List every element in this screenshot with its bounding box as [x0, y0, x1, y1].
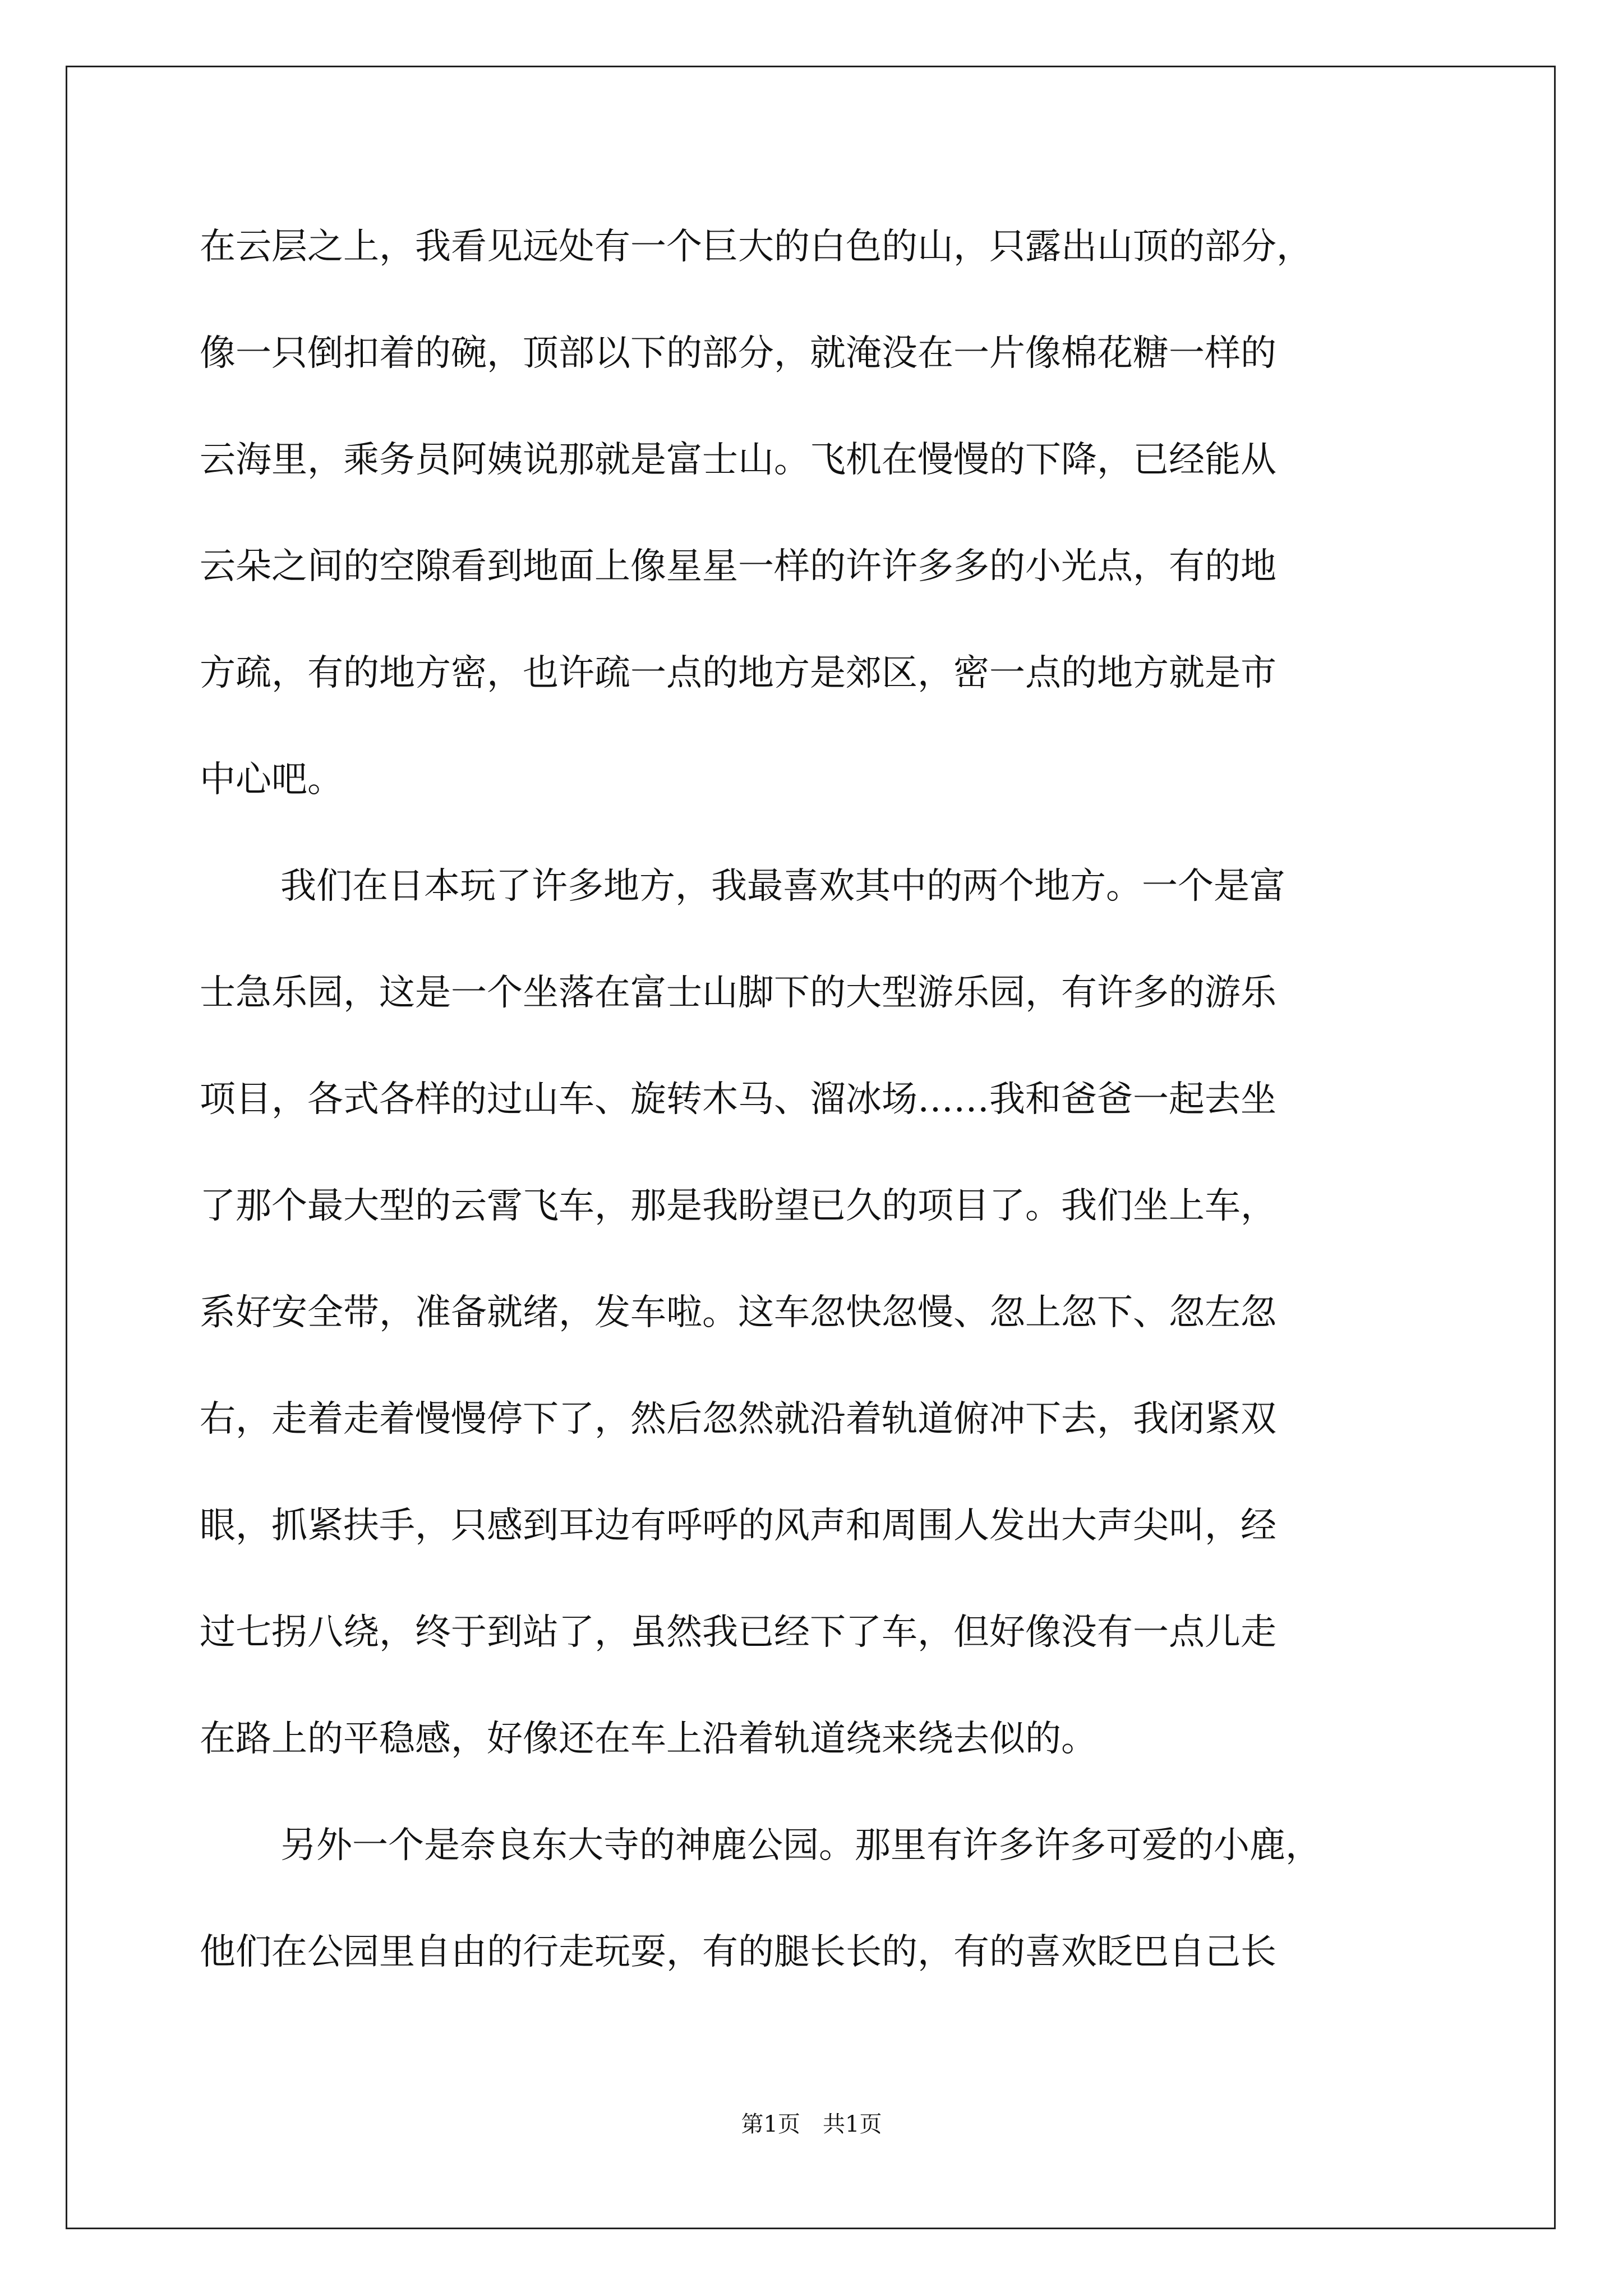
paragraph-line: 中心吧。 — [200, 759, 343, 800]
paragraph-line: 像一只倒扣着的碗，顶部以下的部分，就淹没在一片像棉花糖一样的 — [200, 333, 1276, 374]
paragraph-line: 士急乐园，这是一个坐落在富士山脚下的大型游乐园，有许多的游乐 — [200, 972, 1276, 1014]
paragraph-line: 过七拐八绕，终于到站了，虽然我已经下了车，但好像没有一点儿走 — [200, 1612, 1276, 1653]
page-number: 第1页 — [741, 2111, 800, 2137]
paragraph-line: 方疏，有的地方密，也许疏一点的地方是郊区，密一点的地方就是市 — [200, 652, 1276, 694]
paragraph-line: 了那个最大型的云霄飞车，那是我盼望已久的项目了。我们坐上车， — [200, 1185, 1276, 1227]
paragraph-line: 他们在公园里自由的行走玩耍，有的腿长长的，有的喜欢眨巴自己长 — [200, 1931, 1276, 1973]
paragraph-line: 系好安全带，准备就绪，发车啦。这车忽快忽慢、忽上忽下、忽左忽 — [200, 1292, 1276, 1333]
page-border — [66, 66, 1556, 2229]
paragraph-line: 云朵之间的空隙看到地面上像星星一样的许许多多的小光点，有的地 — [200, 546, 1276, 587]
paragraph-line: 右，走着走着慢慢停下了，然后忽然就沿着轨道俯冲下去，我闭紧双 — [200, 1398, 1276, 1440]
paragraph-line: 另外一个是奈良东大寺的神鹿公园。那里有许多许多可爱的小鹿， — [280, 1825, 1321, 1866]
paragraph-line: 在云层之上，我看见远处有一个巨大的白色的山，只露出山顶的部分， — [200, 226, 1312, 268]
paragraph-line: 我们在日本玩了许多地方，我最喜欢其中的两个地方。一个是富 — [280, 866, 1285, 907]
paragraph-line: 在路上的平稳感，好像还在车上沿着轨道绕来绕去似的。 — [200, 1718, 1097, 1760]
paragraph-line: 项目，各式各样的过山车、旋转木马、溜冰场……我和爸爸一起去坐 — [200, 1079, 1276, 1120]
page-footer — [0, 2110, 1623, 2138]
page-total: 共1页 — [823, 2111, 882, 2137]
paragraph-line: 眼，抓紧扶手，只感到耳边有呼呼的风声和周围人发出大声尖叫，经 — [200, 1505, 1276, 1547]
paragraph-line: 云海里，乘务员阿姨说那就是富士山。飞机在慢慢的下降，已经能从 — [200, 439, 1276, 481]
